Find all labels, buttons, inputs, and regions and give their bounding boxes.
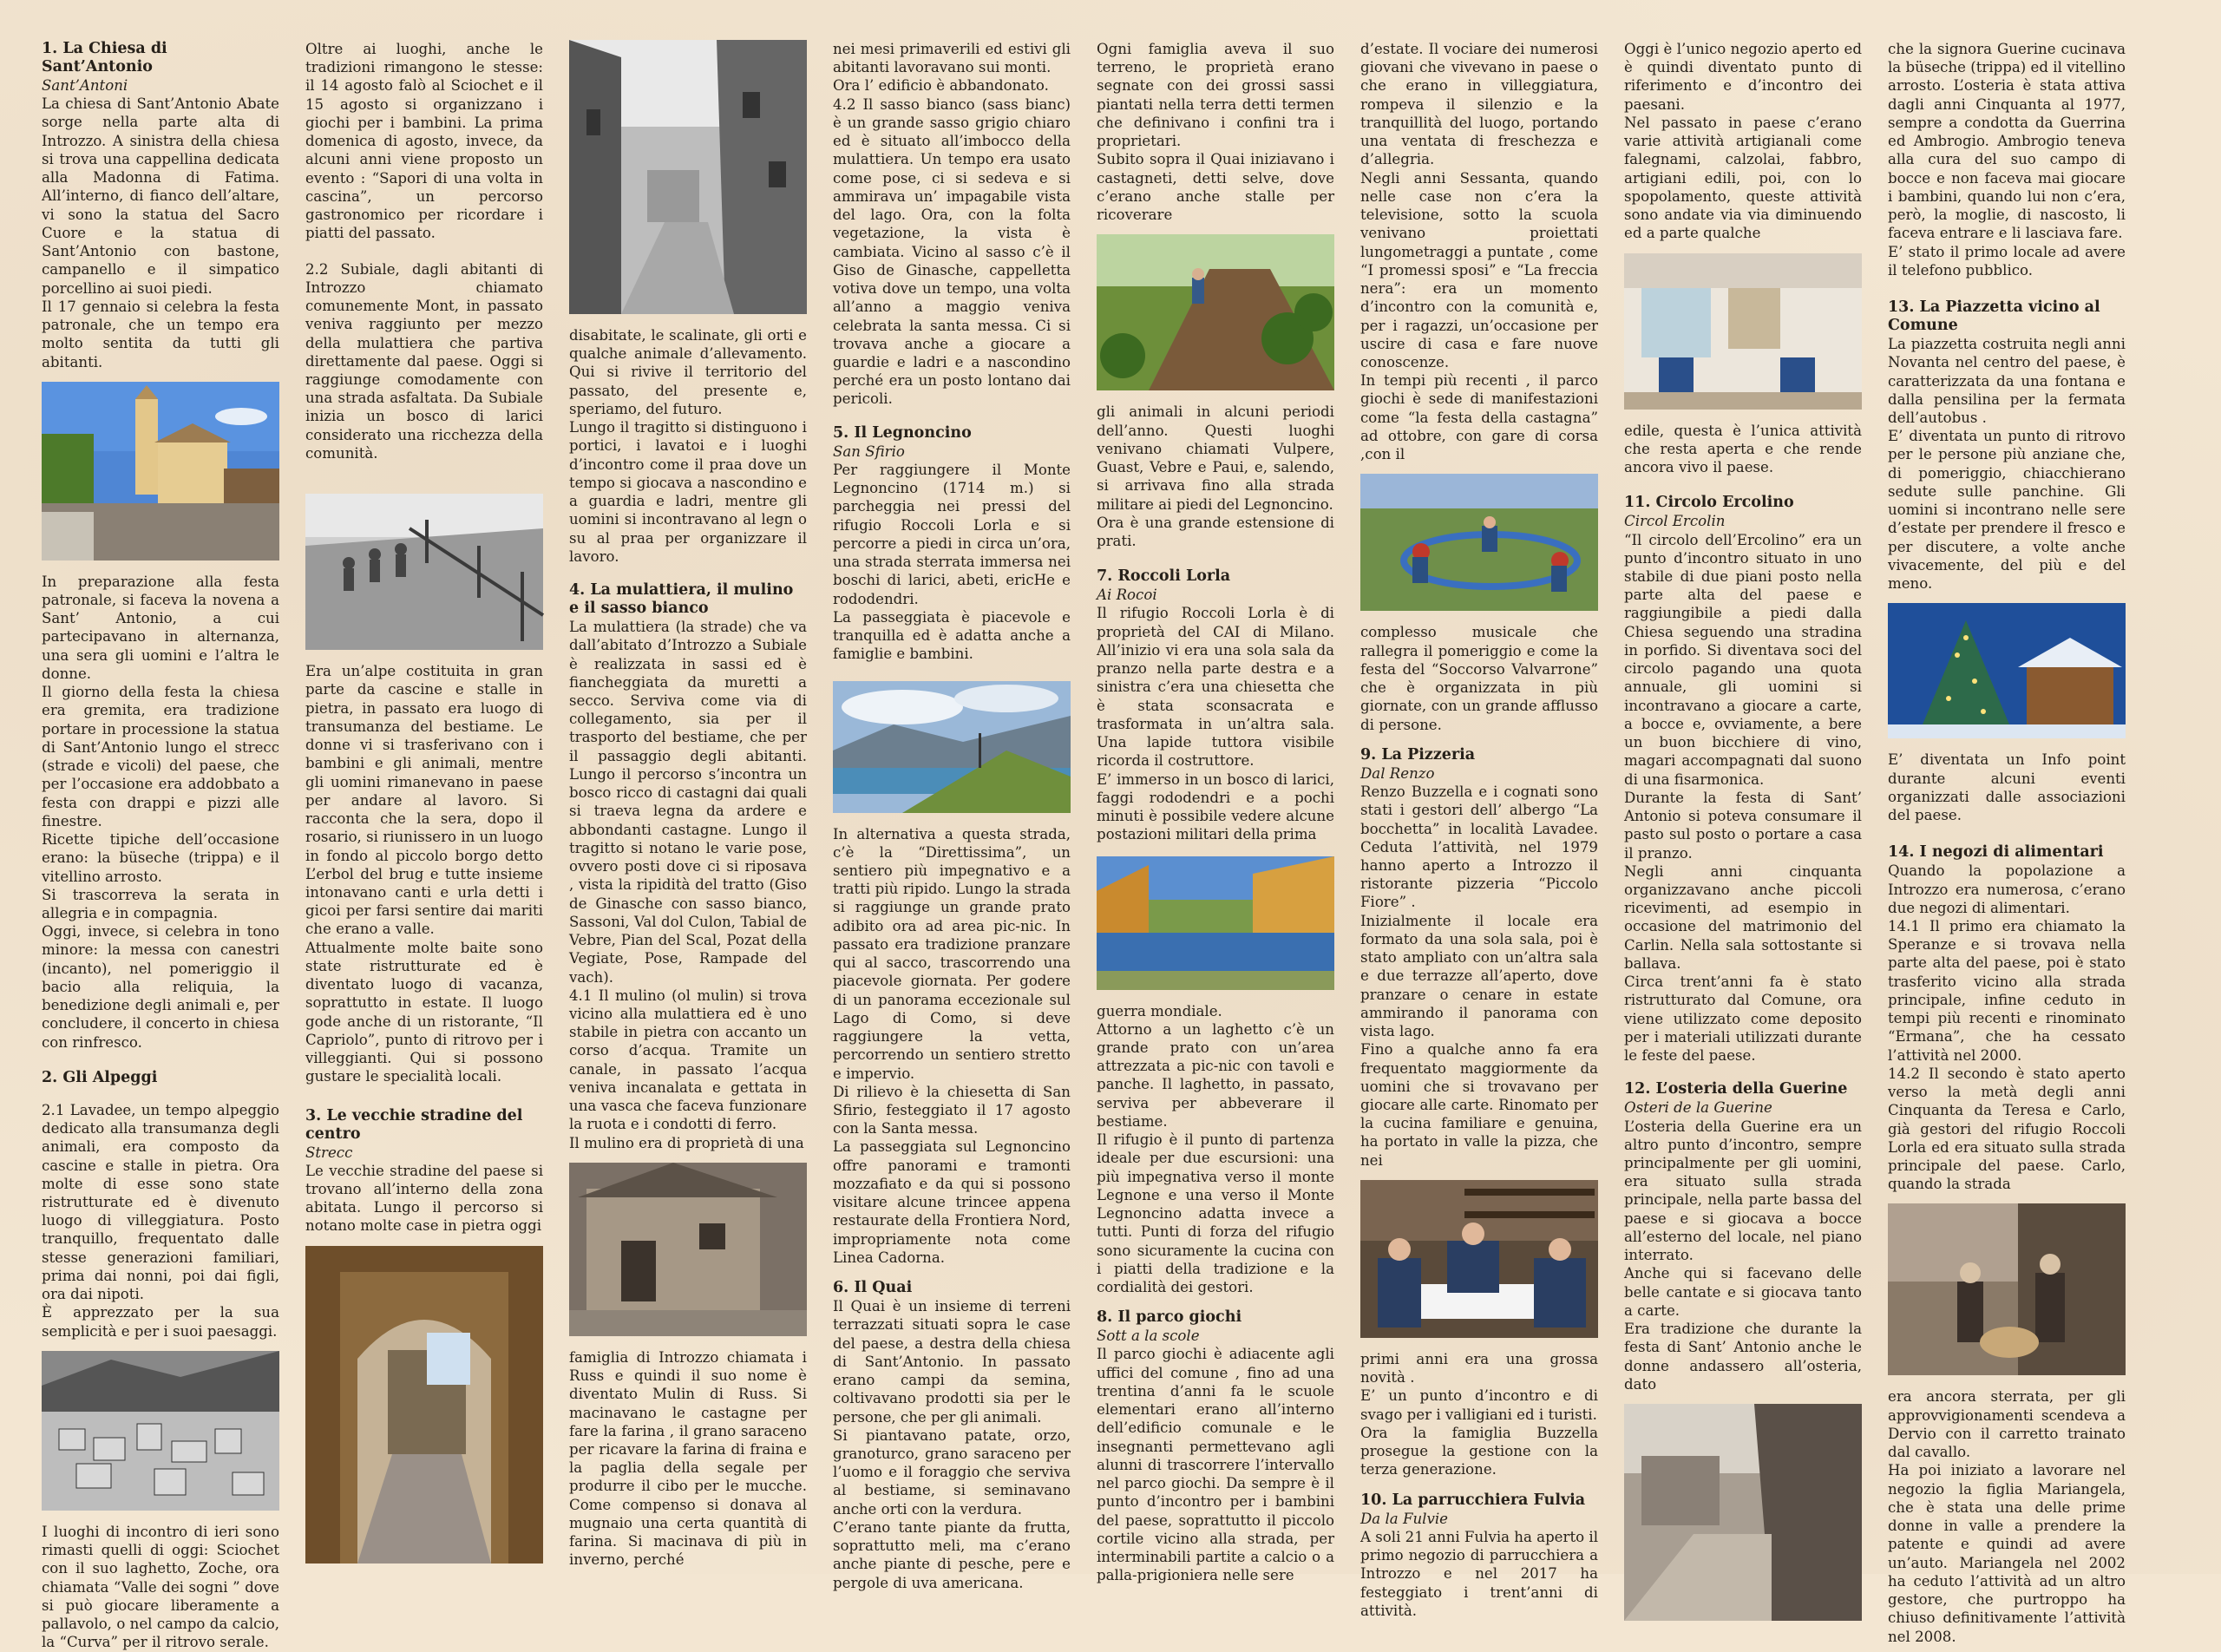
column-8 xyxy=(1888,40,2126,1645)
paragraph: che la signora Guerine cucinava la büseche (trippa) ed il vitellino arrosto. L’osteria è stata attiva dagli anni Cinquanta al 1977, sempre a condotta da Guerrina ed Ambrogio. Ambrogio teneva alla cura del suo campo di bocce e non faceva mai giocare i bambini, quando lui non c’era, però, la moglie, di nascosto, li faceva entrare e li lasciava fare. xyxy=(1888,41,2126,242)
column-3 xyxy=(569,40,807,1569)
church-photo xyxy=(42,382,279,560)
paragraph: gli animali in alcuni periodi dell’anno. Questi luoghi venivano chiamati Vulpere, Guast, Vebre e Paui, e, salendo, si arrivava fino alla strada militare ai piedi del Legnoncino. xyxy=(1097,403,1334,513)
paragraph: Si trascorreva la serata in allegria e in compagnia. xyxy=(42,886,279,921)
section-title: 1. La Chiesa di Sant’Antonio xyxy=(42,40,167,75)
paragraph: Il mulino era di proprietà di una xyxy=(569,1134,804,1151)
paragraph: Ricette tipiche dell’occasione erano: la büseche (trippa) e il vitellino arrosto. xyxy=(42,831,279,885)
paragraph: Ora è una grande estensione di prati. xyxy=(1097,514,1334,549)
paragraph: Subito sopra il Quai iniziavano i castagneti, detti selve, dove c’erano anche stalle per ricoverare xyxy=(1097,151,1334,224)
paragraph: In preparazione alla festa patronale, si faceva la novena a Sant’ Antonio, a cui partecipavano in alternanza, una sera gli uomini e l’altra le donne. xyxy=(42,573,279,682)
paragraph: Attorno a un laghetto c’è un grande prato con un’area attrezzata a pic-nic con tavoli e panche. Il laghetto, in passato, serviva per abbeverare il bestiame. xyxy=(1097,1020,1334,1130)
paragraph: Di rilievo è la chiesetta di San Sfirio, festeggiato il 17 agosto con la Santa messa. xyxy=(833,1083,1071,1137)
paragraph: Anche qui si facevano delle belle cantate e si giocava tanto a carte. xyxy=(1624,1265,1862,1319)
section-title: 9. La Pizzeria xyxy=(1360,745,1476,764)
paragraph: complesso musicale che rallegra il pomeriggio e come la festa del “Soccorso Valvarrone” che è organizzata in più giornate, con un grande afflusso di persone. xyxy=(1360,624,1598,733)
paragraph: E’ diventata un Info point durante alcuni eventi organizzati dalle associazioni del paese. xyxy=(1888,751,2126,824)
section-subtitle: Osteri de la Guerine xyxy=(1624,1099,1772,1117)
vegetable-garden-photo xyxy=(1097,234,1334,390)
paragraph: Era un’alpe costituita in gran parte da cascine e stalle in pietra, in passato era luogo di transumanza del bestiame. Le donne vi si trasferivano con i bambini e gli animali, mentre gli uomini rimanevano in paese per andare al lavoro. Si racconta che la sera, dopo il rosario, si riunissero in un luogo in fondo al piccolo borgo detto L’erbol del brug e tutte insieme intonavano canti e urla detti i gicoi per farsi sentire dai mariti che erano a valle. xyxy=(305,663,543,938)
section-title: 13. La Piazzetta vicino al Comune xyxy=(1888,298,2100,335)
paragraph: 4.2 Il sasso bianco (sass bianc) è un grande sasso grigio chiaro ed è situato all’imbocco della mulattiera. Un tempo era usato come pose, ci si sedeva e si ammirava un’ impagabile vista del lago. Ora, con la folta vegetazione, la vista è cambiata. Vicino al sasso c’è il Giso de Ginasche, cappelletta votiva dove un tempo, una volta all’anno a maggio veniva celebrata la santa messa. Ci si trovava anche a giocare a guardie e ladri e a nascondino perché era un posto lontano dai pericoli. xyxy=(833,95,1071,408)
paragraph: Oltre ai luoghi, anche le tradizioni rimangono le stesse: il 14 agosto falò al Sciochet e il 15 agosto si organizzano i giochi per i bambini. La prima domenica di agosto, invece, da alcuni anni viene proposto un evento : “Sapori di una volta in cascina”, un percorso gastronomico per ricordare i piatti del passato. xyxy=(305,41,543,242)
paragraph: nei mesi primaverili ed estivi gli abitanti lavoravano sui monti. xyxy=(833,41,1071,76)
alpine-village-photo xyxy=(42,1351,279,1511)
paragraph: d’estate. Il vociare dei numerosi giovani che vivevano in paese o che erano in villeggiatura, rompeva il silenzio e la tranquillità del luogo, portando una ventata di freschezza e d’allegria. xyxy=(1360,41,1598,168)
paragraph: E’ immerso in un bosco di larici, faggi rododendri e a pochi minuti è possibile vedere alcune postazioni militari della prima xyxy=(1097,770,1334,843)
paragraph: Ora la famiglia Buzzella prosegue la gestione con la terza generazione. xyxy=(1360,1424,1598,1478)
paragraph: È apprezzato per la sua semplicità e per i suoi paesaggi. xyxy=(42,1304,279,1340)
section-title: 3. Le vecchie stradine del centro xyxy=(305,1106,523,1143)
paragraph: Durante la festa di Sant’ Antonio si poteva consumare il pasto sul posto o portare a casa il pranzo. xyxy=(1624,789,1862,862)
paragraph: L’osteria della Guerine era un altro punto d’incontro, sempre principalmente per gli uomini, era situato sulla strada principale, nella parte bassa del paese e si giocava a bocce all’esterno del locale, nel piano interrato. xyxy=(1624,1118,1862,1264)
paragraph: E’ stato il primo locale ad avere il telefono pubblico. xyxy=(1888,243,2126,279)
children-path-photo xyxy=(305,494,543,650)
column-5 xyxy=(1097,40,1334,1584)
section-subtitle: Sant’Antoni xyxy=(42,77,128,94)
paragraph: E’ diventata un punto di ritrovo per le persone più anziane che, di pomeriggio, chiacchierano sedute sulle panchine. Gli uomini si incontrano nelle sere d’estate per prendere il fresco e per discutere, a volte anche vivacemente, del più e del meno. xyxy=(1888,428,2126,593)
christmas-square-photo xyxy=(1888,603,2126,738)
paragraph: “Il circolo dell’Ercolino” era un punto d’incontro situato in uno stabile di due piani posto nella parte alta del paese e raggiungibile a piedi dalla Chiesa seguendo una stradina in porfido. Si diventava soci del circolo pagando una quota annuale, gli uomini si incontravano a giocare a carte, a bocce e, ovviamente, a bere un buon bicchiere di vino, magari accompagnati dal suono di una fisarmonica. xyxy=(1624,531,1862,788)
paragraph: Negli anni Sessanta, quando nelle case non c’era la televisione, sotto la scuola venivano proiettati lungometraggi a puntate , come “I promessi sposi” e “La freccia nera”: era un momento d’incontro con la comunità e, per i ragazzi, un’occasione per uscire di casa e fare nuove conoscenze. xyxy=(1360,169,1598,370)
column-7 xyxy=(1624,40,1862,1548)
paragraph: C’erano tante piante da frutta, soprattutto meli, ma c’erano anche piante di pesche, pere e pergole di uva americana. xyxy=(833,1518,1071,1591)
paragraph: Era tradizione che durante la festa di Sant’ Antonio anche le donne andassero all’osteria, dato xyxy=(1624,1321,1862,1393)
paragraph: Ha poi iniziato a lavorare nel negozio la figlia Mariangela, che è stata una delle prime donne in valle a prendere la patente e quindi ad avere un’auto. Mariangela nel 2002 ha ceduto l’attività ad un altro gestore, che purtroppo ha chiuso definitivamente l’attività nel 2008. xyxy=(1888,1462,2126,1645)
section-subtitle: San Sfirio xyxy=(833,442,905,460)
section-title: 12. L’osteria della Guerine xyxy=(1624,1080,1848,1098)
paragraph: Negli anni cinquanta organizzavano anche piccoli ricevimenti, ad esempio in occasione del matrimonio del Carlin. Nella sala sottostante si ballava. xyxy=(1624,862,1862,972)
paragraph: Ora l’ edificio è abbandonato. xyxy=(833,77,1049,95)
paragraph: Si piantavano patate, orzo, granoturco, grano saraceno per l’uomo e il foraggio che serviva al bestiame, si seminavano anche orti con la verdura. xyxy=(833,1426,1071,1518)
paragraph: Quando la popolazione a Introzzo era numerosa, c’erano due negozi di alimentari. xyxy=(1888,862,2126,916)
column-6 xyxy=(1360,40,1598,1619)
section-title: 11. Circolo Ercolino xyxy=(1624,494,1794,512)
section-title: 10. La parrucchiera Fulvia xyxy=(1360,1491,1586,1509)
section-subtitle: Strecc xyxy=(305,1144,353,1161)
column-4 xyxy=(833,40,1071,1591)
paragraph: disabitate, le scalinate, gli orti e qualche animale d’allevamento. Qui si rivive il territorio del passato, del presente e, speriamo, del futuro. xyxy=(569,327,807,417)
paragraph: Attualmente molte baite sono state ristrutturate ed è diventato luogo di vacanza, soprattutto in estate. Il luogo gode anche di un ristorante, “Il Capriolo”, punto di ritrovo per i villeggianti. Qui si possono gustare le specialità locali. xyxy=(305,939,543,1085)
paragraph: Renzo Buzzella e i cognati sono stati i gestori dell’ albergo “La bocchetta” in località Lavadee. Ceduta l’attività, nel 1979 hanno aperto a Introzzo il ristorante pizzeria “Piccolo Fiore” . xyxy=(1360,783,1598,911)
paragraph: Il parco giochi è adiacente agli uffici del comune , fino ad una trentina d’anni fa le scuole elementari erano all’interno dell’edificio comunale e le insegnanti permettevano agli alunni di trascorrere l’intervallo nel parco giochi. Da sempre è il punto d’incontro per i bambini del paese, soprattutto il piccolo cortile vicino alla strada, per interminabili partite a calcio o a palla-prigioniera nelle sere xyxy=(1097,1346,1334,1584)
section-subtitle: Ai Rocoi xyxy=(1097,587,1157,604)
section-title: 6. Il Quai xyxy=(833,1279,913,1297)
old-street-photo xyxy=(1624,1404,1862,1621)
paragraph: Oggi, invece, si celebra in tono minore: la messa con canestri (incanto), nel pomeriggio il bacio alla reliquia, la benedizione degli animali e, per concludere, il concerto in chiesa con rinfresco. xyxy=(42,923,279,1051)
paragraph: Inizialmente il locale era formato da una sola sala, poi è stato ampliato con un’altra sala e due terrazze all’aperto, dove pranzare o cenare in estate ammirando il panorama con vista lago. xyxy=(1360,912,1598,1040)
old-mill-photo xyxy=(569,1163,807,1336)
paragraph: Oggi è l’unico negozio aperto ed è quindi diventato punto di riferimento e d’incontro dei paesani. xyxy=(1624,41,1862,113)
section-title: 4. La mulattiera, il mulino e il sasso bianco xyxy=(569,581,794,618)
stone-arch-photo xyxy=(305,1246,543,1564)
paragraph: La passeggiata è piacevole e tranquilla ed è adatta anche a famiglie e bambini. xyxy=(833,608,1071,663)
paragraph: A soli 21 anni Fulvia ha aperto il primo negozio di parrucchiera a Introzzo e nel 2017 ha festeggiato i trent’anni di attività. xyxy=(1360,1528,1598,1619)
section-title: 2. Gli Alpeggi xyxy=(42,1068,158,1086)
hair-salon-photo xyxy=(1624,253,1862,410)
section-subtitle: Dal Renzo xyxy=(1360,764,1435,782)
playground-photo xyxy=(1360,474,1598,611)
paragraph: Il Quai è un insieme di terreni terrazzati situati sopra le case del paese, a destra della chiesa di Sant’Antonio. In passato erano campi da semina, coltivavano prodotti sia per le persone, che per gli animali. xyxy=(833,1298,1071,1426)
section-subtitle: Da la Fulvie xyxy=(1360,1510,1448,1527)
paragraph: primi anni era una grossa novità . xyxy=(1360,1350,1598,1386)
paragraph: La passeggiata sul Legnoncino offre panorami e tramonti mozzafiato e da qui si possono visitare alcune trincee appena restaurate della Frontiera Nord, impropriamente nota come Linea Cadorna. xyxy=(833,1138,1071,1266)
paragraph: E’ un punto d’incontro e di svago per i valligiani ed i turisti. xyxy=(1360,1387,1598,1423)
paragraph: Nel passato in paese c’erano varie attività artigianali come falegnami, calzolai, fabbro, artigiani edili, poi, con lo spopolamento, queste attività sono andate via via diminuendo ed a parte qualche xyxy=(1624,114,1862,242)
lake-view-photo xyxy=(833,681,1071,813)
paragraph: In alternativa a questa strada, c’è la “Direttissima”, un sentiero più impegnativo e a tratti più ripido. Lungo la strada si raggiunge un grande prato adibito ora ad area pic-nic. In passato era tradizione pranzare qui al sacco, trascorrendo una piacevole giornata. Per godere di un panorama eccezionale sul Lago di Como, si deve raggiungere la vetta, percorrendo un sentiero stretto e impervio. xyxy=(833,825,1071,1082)
paragraph: Fino a qualche anno fa era frequentato maggiormente da uomini che si trovavano per giocare alle carte. Rinomato per la cucina familiare e genuina, ha portato in valle la pizza, che nei xyxy=(1360,1041,1598,1169)
paragraph: Il 17 gennaio si celebra la festa patronale, che un tempo era molto sentita da tutti gli abitanti. xyxy=(42,298,279,370)
section-title: 14. I negozi di alimentari xyxy=(1888,843,2104,862)
paragraph: 2.1 Lavadee, un tempo alpeggio dedicato alla transumanza degli animali, era composto da cascine e stalle in pietra. Ora molte di esse sono state ristrutturate ed è divenuto luogo di villeggiatura. Posto tranquillo, frequentato dalle stesse generazioni familiari, prima dai nonni, poi dai figli, ora dai nipoti. xyxy=(42,1101,279,1303)
paragraph: Il rifugio è il punto di partenza ideale per due escursioni: una più impegnativa verso il monte Legnone e una verso il Monte Legnoncino adatta invece a tutti. Punti di forza del rifugio sono sicuramente la cucina con i piatti della tradizione e la cordialità dei gestori. xyxy=(1097,1131,1334,1296)
village-street-photo xyxy=(569,40,807,314)
paragraph: In tempi più recenti , il parco giochi è sede di manifestazioni come “la festa della castagna” ad ottobre, con gare di corsa ,con il xyxy=(1360,372,1598,463)
paragraph: Il rifugio Roccoli Lorla è di proprietà del CAI di Milano. All’inizio vi era una sola sala da pranzo nella parte destra e a sinistra c’era una chiesetta che è stata sconsacrata e trasformata in un’altra sala. Una lapide tuttora visibile ricorda il costruttore. xyxy=(1097,605,1334,770)
section-title: 8. Il parco giochi xyxy=(1097,1308,1242,1327)
section-subtitle: Circol Ercolin xyxy=(1624,513,1726,530)
paragraph: Le vecchie stradine del paese si trovano all’interno della zona abitata. Lungo il percorso si notano molte case in pietra oggi xyxy=(305,1162,543,1235)
paragraph: La piazzetta costruita negli anni Novanta nel centro del paese, è caratterizzata da una fontana e dalla pensilina per la fermata dell’autobus . xyxy=(1888,336,2126,426)
paragraph: 14.1 Il primo era chiamato la Speranze e si trovava nella parte alta del paese, poi è stato trasferito vicino alla strada principale, infine ceduto in tempi più recenti e rinominato “Ermana”, che ha cessato l’attività nel 2000. xyxy=(1888,917,2126,1064)
vintage-children-dog-photo xyxy=(1888,1203,2126,1375)
paragraph: Lungo il tragitto si distinguono i portici, i lavatoi e i luoghi d’incontro come il praa dove un tempo si giocava a nascondino e a guardia e ladri, mentre gli uomini si incontravano al legn o su al praa per organizzare il lavoro. xyxy=(569,419,807,565)
paragraph: era ancora sterrata, per gli approvvigionamenti scendeva a Dervio con il carretto trainato dal cavallo. xyxy=(1888,1388,2126,1461)
paragraph: Per raggiungere il Monte Legnoncino (1714 m.) si parcheggia nei pressi del rifugio Roccoli Lorla e si percorre a piedi in circa un’ora, una strada sterrata immersa nei boschi di larici, abeti, ericHe e rododendri. xyxy=(833,461,1071,607)
paragraph: guerra mondiale. xyxy=(1097,1002,1222,1019)
larch-lake-photo xyxy=(1097,856,1334,990)
paragraph: 14.2 Il secondo è stato aperto verso la metà degli anni Cinquanta da Teresa e Carlo, già gestori del rifugio Roccoli Lorla ed era situato sulla strada principale del paese. Carlo, quando la strada xyxy=(1888,1065,2126,1193)
section-title: 5. Il Legnoncino xyxy=(833,423,972,442)
paragraph: Circa trent’anni fa è stato ristrutturato dal Comune, ora viene utilizzato come deposito per i materiali utilizzati durante le feste del paese. xyxy=(1624,974,1862,1065)
column-2 xyxy=(305,40,543,1548)
paragraph: 4.1 Il mulino (ol mulin) si trova vicino alla mulattiera ed è uno stabile in pietra con accanto un corso d’acqua. Tramite un canale, in passato l’acqua veniva incanalata e gettata in una vasca che faceva funzionare la ruota e i condotti di ferro. xyxy=(569,987,807,1133)
section-title: 7. Roccoli Lorla xyxy=(1097,567,1231,586)
paragraph: La mulattiera (la strade) che va dall’abitato d’Introzzo a Subiale è realizzata in sassi ed è fiancheggiata da muretti a secco. Serviva come via di collegamento, sia per il trasporto del bestiame, che per il passaggio degli abitanti. Lungo il percorso s’incontra un bosco ricco di castagni dai quali si traeva legna da ardere e abbondanti castagne. Lungo il tragitto si notano le varie pose, ovvero posti dove ci si riposava , vista la ripidità del tratto (Giso de Ginasche con sasso bianco, Sassoni, Val dol Culon, Tabial de Vebre, Pian del Scal, Pozat della Vegiate, Pose, Rampade del vach). xyxy=(569,619,807,986)
paragraph: La chiesa di Sant’Antonio Abate sorge nella parte alta di Introzzo. A sinistra della chiesa si trova una cappellina dedicata alla Madonna di Fatima. All’interno, di fianco dell’altare, vi sono la statua del Sacro Cuore e la statua di Sant’Antonio con bastone, campanello e il simpatico porcellino ai suoi piedi. xyxy=(42,95,279,297)
paragraph: I luoghi di incontro di ieri sono rimasti quelli di oggi: Sciochet con il suo laghetto, Zoche, ora chiamata “Valle dei sogni ” dove si può giocare liberamente a pallavolo, o nel campo da calcio, la “Curva” per il ritrovo serale. xyxy=(42,1523,279,1651)
paragraph: 2.2 Subiale, dagli abitanti di Introzzo chiamato comunemente Mont, in passato veniva raggiunto per mezzo della mulattiera che partiva direttamente dal paese. Oggi si raggiunge comodamente con una strada asfaltata. Da Subiale inizia un bosco di larici considerato una ricchezza della comunità. xyxy=(305,260,543,462)
section-subtitle: Sott a la scole xyxy=(1097,1328,1200,1345)
paragraph: famiglia di Introzzo chiamata i Russ e quindi il suo nome è diventato Mulin di Russ. Si macinavano le castagne per fare la farina , il grano saraceno per ricavare la farina di fraina e la paglia della segale per produrre il cibo per le mucche. Come compenso si donava al mugnaio una certa quantità di farina. Si macinava di più in inverno, perché xyxy=(569,1348,807,1569)
paragraph: Il giorno della festa la chiesa era gremita, era tradizione portare in processione la statua di Sant’Antonio lungo el strecc (strade e vicoli) del paese, che per l’occasione era addobbato a festa con drappi e pizzi alle finestre. xyxy=(42,684,279,829)
column-1 xyxy=(42,40,279,1651)
paragraph: Ogni famiglia aveva il suo terreno, le proprietà erano segnate con dei grossi sassi piantati nella terra detti termen che definivano i confini tra i proprietari. xyxy=(1097,41,1334,150)
paragraph: edile, questa è l’unica attività che resta aperta e che rende ancora vivo il paese. xyxy=(1624,422,1862,476)
pizzeria-card-players-photo xyxy=(1360,1180,1598,1338)
